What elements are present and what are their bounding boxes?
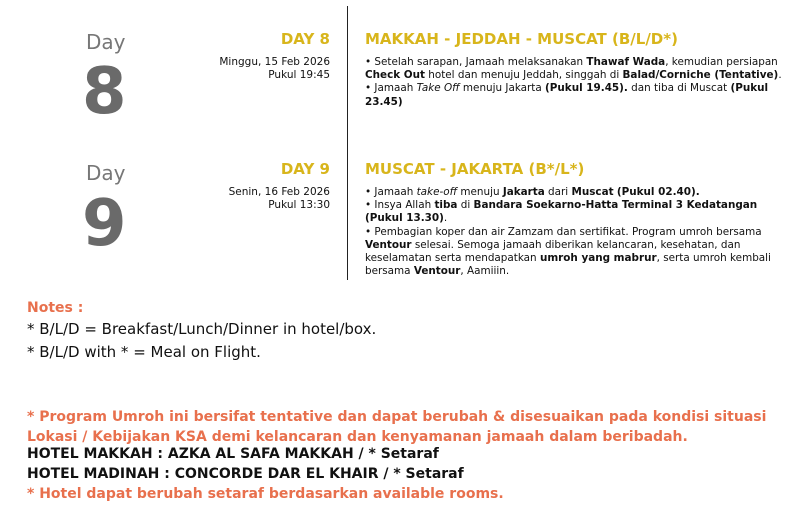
bullet-text-run: • Jamaah [365,82,417,95]
bullet-text-run: • Jamaah [365,186,417,198]
bullet-text-run: dan tiba di Muscat [627,82,731,95]
disclaimer-text: * Program Umroh ini bersifat tentative dan dapat berubah & disesuaikan pada kondisi situasi Lokasi / Kebijakan KSA demi kelancaran dan kenyamanan jamaah dalam beribadah. [27,409,767,445]
bullet-text-run: Take Off [416,82,460,95]
bullet-text-run: Muscat [571,186,614,198]
itinerary-bullet [365,186,790,199]
bullet-text-run: Bandara Soekarno-Hatta Terminal 3 Kedatangan (Pukul 13.30) [365,199,758,225]
day-time: Pukul 19:45 [268,69,330,81]
day-label: Day [86,30,126,54]
note-line: * B/L/D = Breakfast/Lunch/Dinner in hotel/box. [27,320,377,338]
bullet-text-run: take-off [416,186,458,198]
bullet-text-run: , kemudian persiapan [665,56,778,68]
itinerary-bullet [365,199,790,225]
hotel-note: * Hotel dapat berubah setaraf berdasarkan available rooms. [27,486,504,502]
bullet-text-run: (Pukul 19.45). [545,82,628,95]
bullet-text-run: hotel dan menuju Jeddah, singgah di [424,69,623,82]
day-number: 9 [82,187,127,261]
day-number: 8 [82,55,127,129]
itinerary-body [365,186,790,278]
day-label: Day [86,161,126,185]
bullet-text-run: , Aamiiin. [460,265,510,278]
bullet-text-run: • Setelah sarapan, Jamaah melaksanakan [365,56,587,68]
note-line: * B/L/D with * = Meal on Flight. [27,343,261,361]
notes-title: Notes : [27,300,84,316]
bullet-text-run: • Pembagian koper dan air Zamzam dan sertifikat. Program umroh bersama [365,225,762,238]
bullet-text-run: selesai. Semoga jamaah diberikan kelancaran, kesehatan, dan keselamatan serta mendapatkan [365,238,741,265]
bullet-text-run: Thawaf Wada [586,56,666,68]
bullet-text-run: dari [544,186,572,198]
itinerary-bullet [365,226,790,279]
bullet-text-run: . [443,212,448,225]
day-date: Minggu, 15 Feb 2026 [219,56,330,68]
bullet-text-run: • Insya Allah [365,199,435,212]
bullet-text-run: menuju Jakarta [459,82,546,95]
bullet-text-run: , serta umroh kembali bersama [365,252,771,278]
day-title: DAY 9 [280,160,330,178]
day-time: Pukul 13:30 [268,199,330,211]
bullet-text-run: Check Out [365,69,425,82]
route-title: MUSCAT - JAKARTA (B*/L*) [365,160,585,178]
bullet-text-run: di [457,199,474,212]
bullet-text-run: Ventour [365,238,412,251]
bullet-text-run: Balad/Corniche (Tentative) [622,69,779,82]
bullet-text-run: (Pukul 23.45) [365,82,769,108]
day-title: DAY 8 [280,30,330,48]
route-title: MAKKAH - JEDDAH - MUSCAT (B/L/D*) [365,30,678,48]
hotel-madinah: HOTEL MADINAH : CONCORDE DAR EL KHAIR / * Setaraf [27,466,464,482]
bullet-text-run: Jakarta [502,186,545,198]
day-date: Senin, 16 Feb 2026 [228,186,330,198]
bullet-text-run: . [778,69,782,82]
bullet-text-run: umroh yang mabrur [539,252,657,265]
hotel-makkah: HOTEL MAKKAH : AZKA AL SAFA MAKKAH / * Setaraf [27,446,439,462]
bullet-text-run: (Pukul 02.40). [616,186,700,198]
bullet-text-run: tiba [434,199,458,212]
bullet-text-run: Ventour [413,265,461,278]
timeline-divider [347,152,348,280]
bullet-text-run: menuju [457,186,503,198]
